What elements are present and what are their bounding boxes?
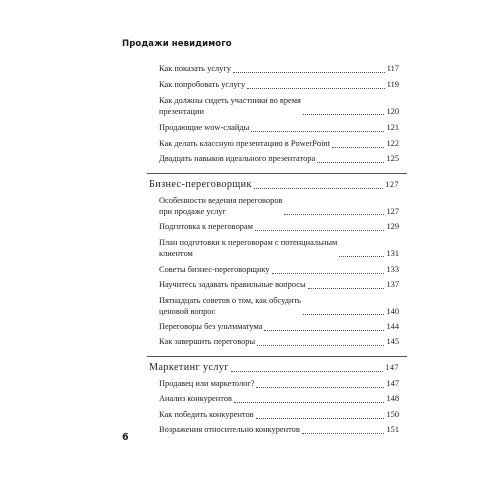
toc-entry — [159, 80, 399, 91]
toc-entry-page: 137 — [386, 280, 399, 289]
leader-dots — [332, 147, 385, 148]
toc-entry — [159, 238, 399, 259]
toc-entry — [159, 154, 399, 165]
leader-dots — [233, 72, 385, 73]
toc-entry — [159, 425, 399, 436]
toc-entry-page: 129 — [386, 222, 399, 231]
leader-dots — [247, 88, 385, 89]
toc-entry — [159, 280, 399, 291]
table-of-contents — [147, 0, 407, 500]
toc-entry-title: Как победить конкурентов — [159, 410, 254, 419]
toc-entry-title: Возражения относительно конкурентов — [159, 425, 300, 434]
toc-entry-title: Как попробовать услугу — [159, 80, 246, 89]
leader-dots — [303, 314, 384, 315]
toc-entry-page: 131 — [386, 248, 399, 258]
leader-dots — [302, 433, 385, 434]
toc-entry — [159, 196, 399, 217]
toc-entry-page: 121 — [386, 123, 399, 132]
toc-entry-title: Научитесь задавать правильные вопросы — [159, 280, 306, 289]
leader-dots — [272, 273, 385, 274]
toc-entry — [159, 296, 399, 317]
toc-entry-title: Анализ конкурентов — [159, 394, 232, 403]
leader-dots — [257, 345, 384, 346]
toc-entry-title: Как завершить переговоры — [159, 337, 256, 346]
toc-entry — [159, 379, 399, 390]
toc-entry-title: Пятнадцать советов о том, как обсудить ценовой вопрос — [159, 296, 301, 316]
toc-entry-title: Особенности ведения переговоров при продаже услуг — [159, 196, 283, 216]
section-divider — [147, 173, 407, 174]
leader-dots — [256, 418, 385, 419]
leader-dots — [251, 131, 384, 132]
toc-entry-page: 150 — [386, 410, 399, 419]
toc-entry-page: 133 — [386, 265, 399, 274]
toc-entry-title: Как делать классную презентацию в PowerPoint — [159, 139, 330, 148]
toc-entry-page: 148 — [386, 394, 399, 403]
section-divider — [147, 356, 407, 357]
leader-dots — [234, 402, 385, 403]
toc-chapter-page: 147 — [385, 363, 399, 372]
leader-dots — [308, 288, 385, 289]
leader-dots — [255, 230, 384, 231]
toc-entry-page: 122 — [386, 139, 399, 148]
toc-entry-title: Как должны сидеть участники во время презентации — [159, 96, 301, 116]
toc-chapter-title: Маркетинг услуг — [149, 362, 229, 373]
toc-entry-page: 127 — [386, 206, 399, 216]
toc-entry-page: 119 — [386, 80, 399, 89]
toc-entry — [159, 123, 399, 134]
toc-entry-page: 125 — [386, 154, 399, 163]
toc-entry — [159, 322, 399, 333]
toc-entry-title: Переговоры без ультиматума — [159, 322, 263, 331]
leader-dots — [317, 162, 384, 163]
toc-entry-title: План подготовки к переговорам с потенциальным клиентом — [159, 238, 338, 258]
leader-dots — [339, 256, 384, 257]
page-number: 6 — [122, 432, 129, 443]
toc-entry — [159, 139, 399, 150]
toc-chapter-title: Бизнес-переговорщик — [149, 179, 252, 190]
running-head: Продажи невидимого — [122, 39, 232, 49]
toc-entry-title: Подготовка к переговорам — [159, 222, 253, 231]
toc-entry — [159, 222, 399, 233]
toc-entry-title: Как показать услугу — [159, 64, 231, 73]
toc-chapter — [149, 179, 399, 191]
toc-entry-page: 120 — [386, 106, 399, 116]
toc-entry-title: Советы бизнес-переговорщику — [159, 265, 270, 274]
toc-entry — [159, 410, 399, 421]
leader-dots — [256, 387, 384, 388]
toc-entry-title: Двадцать навыков идеального презентатора — [159, 154, 316, 163]
leader-dots — [254, 188, 383, 189]
toc-entry-page: 140 — [386, 306, 399, 316]
toc-entry-page: 145 — [386, 337, 399, 346]
toc-entry — [159, 337, 399, 348]
toc-entry-page: 147 — [386, 379, 399, 388]
toc-entry-page: 151 — [386, 425, 399, 434]
toc-entry — [159, 64, 399, 75]
toc-entry — [159, 96, 399, 117]
leader-dots — [284, 214, 384, 215]
toc-entry — [159, 394, 399, 405]
toc-entry-page: 117 — [386, 64, 399, 73]
toc-entry-page: 144 — [386, 322, 399, 331]
toc-chapter — [149, 362, 399, 374]
leader-dots — [303, 114, 385, 115]
toc-chapter-page: 127 — [385, 180, 399, 189]
toc-entry-title: Продающие wow-слайды — [159, 123, 250, 132]
leader-dots — [264, 330, 384, 331]
toc-entry — [159, 265, 399, 276]
toc-entry-title: Продавец или маркетолог? — [159, 379, 255, 388]
leader-dots — [231, 371, 383, 372]
